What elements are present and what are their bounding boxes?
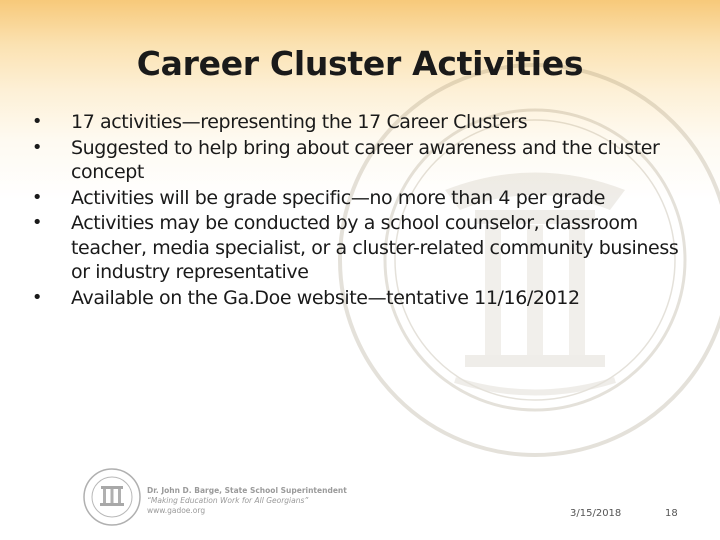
bullet-item xyxy=(30,136,680,185)
footer-website[interactable]: www.gadoe.org xyxy=(147,506,206,515)
superintendent-name: Dr. John D. Barge, State School Superintendent xyxy=(147,486,347,495)
bullet-list xyxy=(30,110,680,311)
footer-motto: “Making Education Work for All Georgians” xyxy=(147,496,309,505)
bullet-item xyxy=(30,110,680,135)
bullet-text: 17 activities—representing the 17 Career Clusters xyxy=(71,111,528,133)
bullet-marker: • xyxy=(31,111,43,132)
bullet-item xyxy=(30,286,680,311)
bullet-text: Activities may be conducted by a school counselor, classroom teacher, media specialist, or a cluster-related community business or industry representative xyxy=(71,212,679,283)
bullet-text: Suggested to help bring about career awareness and the cluster concept xyxy=(71,136,660,183)
bullet-text: Available on the Ga.Doe website—tentative 11/16/2012 xyxy=(71,286,580,309)
bullet-marker: • xyxy=(31,212,43,233)
slide-page-number: 18 xyxy=(665,508,678,519)
footer-info xyxy=(147,486,347,516)
bullet-item xyxy=(30,211,680,285)
bullet-text: Activities will be grade specific—no more than 4 per grade xyxy=(71,186,605,209)
slide-date: 3/15/2018 xyxy=(570,508,622,519)
bullet-marker: • xyxy=(31,186,43,208)
bullet-marker: • xyxy=(31,136,43,158)
bullet-marker: • xyxy=(31,286,43,308)
bullet-item xyxy=(30,186,680,211)
gadoe-logo xyxy=(82,466,142,528)
slide-title: Career Cluster Activities xyxy=(136,44,584,83)
